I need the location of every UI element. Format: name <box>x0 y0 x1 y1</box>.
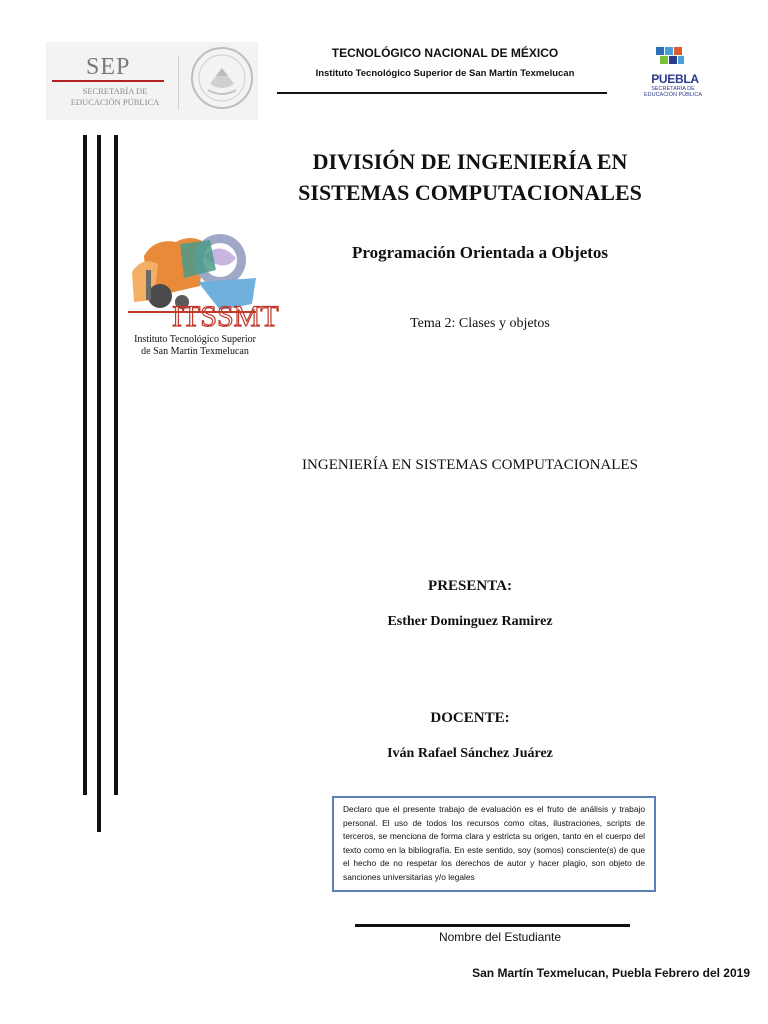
sep-logo-rule <box>52 80 164 82</box>
vertical-bar-middle <box>83 135 87 795</box>
presenta-label: PRESENTA: <box>428 578 512 594</box>
declaration-text: Declaro que el presente trabajo de evaluación es el fruto de análisis y trabajo personal. El uso de todos los recursos como citas, ilustraciones, scripts de terceros, se menciona de forma clara y estricta su origen, tanto en el cuerpo del texto como en la bibliografía. En este sentido, soy (somos) consciente(s) de que el hecho de no respetar los derechos de autor y hacer plagio, son objeto de sanciones universitarias y/o legales <box>343 804 645 882</box>
career-name: INGENIERÍA EN SISTEMAS COMPUTACIONALES <box>302 457 638 473</box>
header-rule <box>277 92 607 94</box>
signature-line <box>355 924 630 927</box>
mexico-seal-icon <box>190 46 254 110</box>
vertical-bar-outer <box>97 135 101 832</box>
institution-name: TECNOLÓGICO NACIONAL DE MÉXICO <box>331 46 559 60</box>
vertical-bar-inner <box>114 135 118 795</box>
itssmt-logo-letters: ITSSMT <box>172 300 279 333</box>
division-title-line-1: DIVISIÓN DE INGENIERÍA EN <box>312 149 628 174</box>
puebla-logo-subtext: SECRETARÍA DE EDUCACIÓN PÚBLICA <box>643 86 703 98</box>
sep-logo-subtext: SECRETARÍA DE EDUCACIÓN PÚBLICA <box>70 86 160 107</box>
place-date: San Martín Texmelucan, Puebla Febrero del 2019 <box>472 966 750 980</box>
teacher-name: Iván Rafael Sánchez Juárez <box>387 746 553 761</box>
division-title <box>240 146 700 208</box>
itssmt-logo-caption <box>120 334 270 358</box>
itssmt-caption-line-1: Instituto Tecnológico Superior <box>134 334 256 345</box>
docente-label: DOCENTE: <box>430 710 510 726</box>
division-title-line-2: SISTEMAS COMPUTACIONALES <box>298 180 642 205</box>
course-name: Programación Orientada a Objetos <box>351 243 609 262</box>
itssmt-caption-line-2: de San Martín Texmelucan <box>141 346 249 357</box>
student-name: Esther Dominguez Ramirez <box>387 614 553 629</box>
sep-logo-text: SEP <box>86 54 131 80</box>
puebla-logo-text: PUEBLA <box>651 72 699 86</box>
topic-name: Tema 2: Clases y objetos <box>410 316 550 331</box>
declaration-box <box>332 796 656 892</box>
itssmt-logo-icon <box>124 226 279 336</box>
sep-logo-divider <box>178 55 179 110</box>
campus-name: Instituto Tecnológico Superior de San Martín Texmelucan <box>315 68 575 79</box>
signature-label: Nombre del Estudiante <box>438 930 562 944</box>
